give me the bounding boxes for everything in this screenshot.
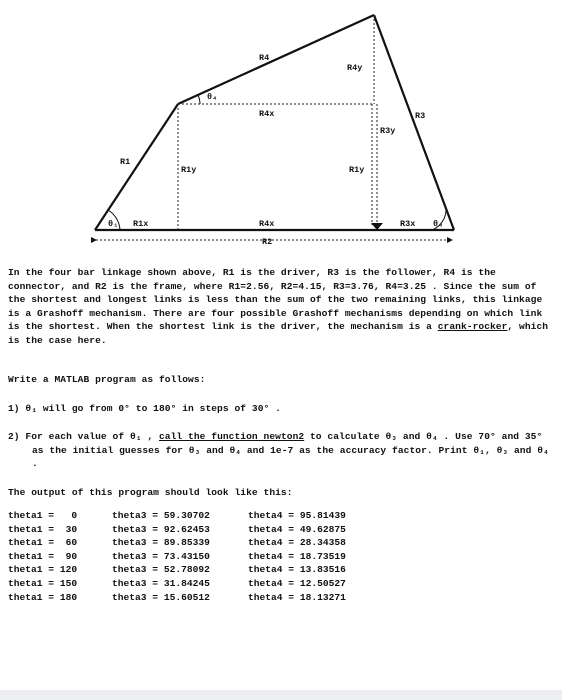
output-row — [8, 523, 388, 537]
theta3-cell: theta3 = 73.43150 — [112, 550, 210, 562]
output-row — [8, 591, 388, 605]
output-row — [8, 536, 388, 550]
theta1-cell: theta1 = 30 — [8, 523, 78, 535]
label-theta4: θ₄ — [207, 92, 218, 102]
theta3-cell: theta3 = 59.30702 — [112, 510, 210, 521]
output-row — [8, 509, 388, 523]
theta3-cell: theta3 = 31.84245 — [112, 577, 210, 589]
link-r1 — [95, 104, 178, 230]
label-r1x: R1x — [133, 219, 149, 229]
theta1-cell: theta1 = 150 — [8, 577, 78, 589]
theta4-cell: theta4 = 13.83516 — [248, 564, 346, 576]
output-table — [8, 509, 388, 604]
paragraph-text-end: , which is the case here. — [8, 321, 549, 346]
label-r1: R1 — [120, 157, 131, 167]
theta3-cell: theta3 = 15.60512 — [112, 591, 210, 603]
theta4-arc — [198, 95, 200, 104]
label-r4: R4 — [259, 53, 270, 63]
description-paragraph — [8, 266, 556, 348]
theta4-cell: theta4 = 12.50527 — [248, 577, 346, 589]
newton2-function-reference: call the function newton2 — [159, 431, 305, 442]
step-1: 1) θ₁ will go from 0° to 180° in steps of 30° . — [8, 403, 281, 414]
output-row — [8, 577, 388, 591]
step-2-text-end: to calculate θ₃ and θ₄ . Use 70° and 35° as the initial guesses for θ₃ and θ₄ and 1e-7 as the accuracy factor. Print θ₁, θ₃ and θ₄ . — [32, 431, 549, 470]
theta4-cell: theta4 = 28.34358 — [248, 537, 346, 549]
output-row — [8, 550, 388, 564]
theta3-cell: theta3 = 89.85339 — [112, 537, 210, 549]
theta1-cell: theta1 = 180 — [8, 591, 78, 603]
label-r1y-right: R1y — [349, 165, 365, 175]
output-row — [8, 563, 388, 577]
label-r4x-top: R4x — [259, 109, 275, 119]
label-theta1: θ₁ — [108, 219, 119, 229]
theta1-cell: theta1 = 60 — [8, 537, 78, 549]
theta4-cell: theta4 = 18.13271 — [248, 591, 346, 603]
theta3-cell: theta3 = 52.78092 — [112, 564, 210, 576]
four-bar-linkage-diagram — [0, 0, 562, 260]
label-r3y: R3y — [380, 126, 396, 136]
instructions-intro: Write a MATLAB program as follows: — [8, 374, 206, 385]
label-r3: R3 — [415, 111, 426, 121]
theta1-cell: theta1 = 90 — [8, 550, 78, 562]
label-r1y-left: R1y — [181, 165, 197, 175]
label-r2: R2 — [262, 237, 273, 247]
paragraph-text: In the four bar linkage shown above, R1 is the driver, R3 is the follower, R4 is the connector, and R2 is the frame, where R1=2.56, R2=4.15, R3=3.76, R4=3.25 . Since the sum of the shortest and longest links is less than the sum of the two remaining links, this linkage is a Grashoff mechanism. There are four possible Grashoff mechanisms depending on which link is the shortest. When the shortest link is the driver, the mechanism is a — [8, 267, 543, 333]
theta4-cell: theta4 = 18.73519 — [248, 550, 346, 562]
label-r4x-bottom: R4x — [259, 219, 275, 229]
link-r3 — [374, 15, 454, 230]
theta4-cell: theta4 = 49.62875 — [248, 523, 346, 535]
theta1-cell: theta1 = 120 — [8, 564, 78, 576]
theta3-cell: theta3 = 92.62453 — [112, 523, 210, 535]
step-2 — [8, 430, 556, 471]
link-r4 — [178, 15, 374, 104]
theta1-cell: theta1 = 0 — [8, 510, 78, 521]
label-r4y: R4y — [347, 63, 363, 73]
step-2-text: 2) For each value of θ₁ , — [8, 431, 159, 442]
crank-rocker-term: crank-rocker — [437, 321, 508, 333]
label-theta3: θ₃ — [433, 219, 444, 229]
theta4-cell: theta4 = 95.81439 — [248, 510, 346, 521]
label-r3x: R3x — [400, 219, 416, 229]
output-intro: The output of this program should look like this: — [8, 487, 293, 498]
page-bottom-bar — [0, 690, 562, 700]
